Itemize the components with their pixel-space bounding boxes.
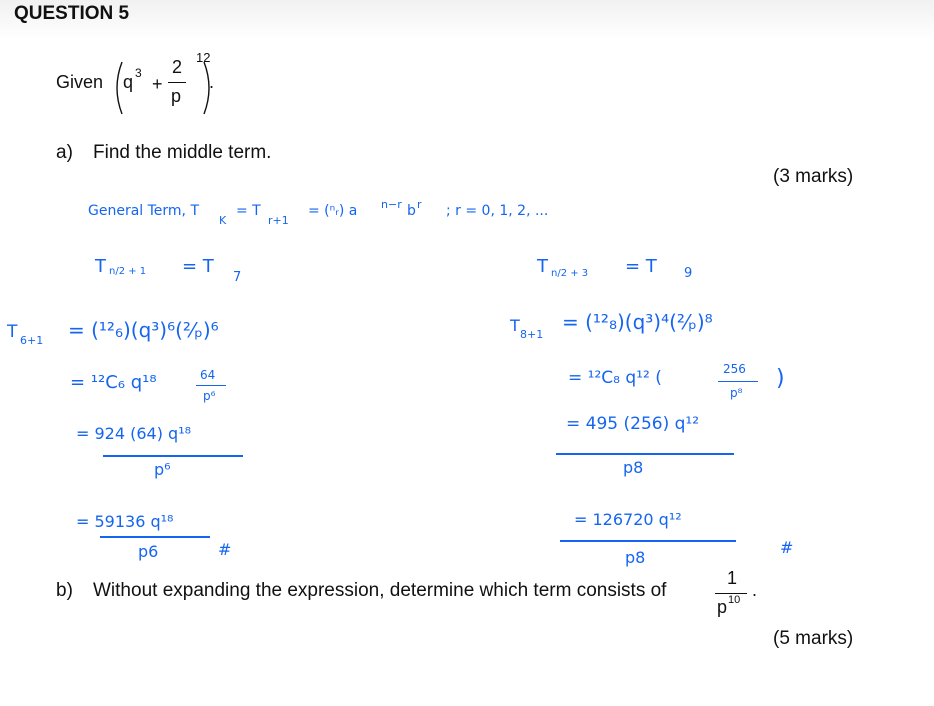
left-t-eq: = T [182,256,214,277]
right-line-1: = (¹²₈)(q³)⁴(²⁄ₚ)⁸ [562,310,713,334]
part-a-label: a) [56,142,73,163]
left-line-2-num: 64 [200,368,216,382]
expr-end: . [209,72,215,92]
left-line-3-bar [103,455,243,457]
right-hash: # [780,538,794,557]
part-b-frac-exp: 10 [728,594,741,606]
right-line-4-den: p8 [625,548,646,567]
general-term-eq: = T [236,203,261,219]
expr-den: p [171,86,182,106]
left-t-res: 7 [233,270,242,285]
left-t-sub: n/2 + 1 [109,266,147,277]
part-b-frac-den: p [717,597,728,617]
right-line-4-bar [560,540,736,542]
left-l1-T: T [7,322,18,342]
header-bar [0,0,934,40]
right-t-head: T [537,256,548,277]
question-title: QUESTION 5 [14,3,130,24]
expr-base-exp: 3 [135,66,142,80]
left-line-3-den: p⁶ [154,460,171,479]
left-t-head: T [95,256,106,277]
right-line-3-bar [556,453,734,455]
right-line-2-num: 256 [723,362,746,376]
left-hash: # [218,540,232,559]
part-b-marks: (5 marks) [773,628,854,649]
right-line-2-close: ) [776,366,785,391]
right-line-2: = ¹²C₈ q¹² ( [568,368,662,388]
part-b-label: b) [56,580,73,601]
general-term-bexp: r [417,198,422,211]
part-b-text: Without expanding the expression, determine which term consists of [93,580,667,601]
right-r1-T: T [510,316,520,335]
right-line-3-den: p8 [623,458,644,477]
left-paren [117,62,122,114]
part-b-end: . [752,580,758,600]
part-a-marks: (3 marks) [773,166,854,187]
general-term-binom: = (ⁿᵣ) a [308,203,358,219]
right-t-res: 9 [684,266,693,281]
right-line-2-den: p⁸ [730,386,743,400]
part-a-text: Find the middle term. [93,142,272,163]
left-l1-sub: 6+1 [20,334,44,347]
right-line-2-bar [718,381,758,382]
left-line-4-bar [100,536,210,538]
general-term-k: K [219,214,227,227]
left-line-4-den: p6 [138,542,159,561]
general-term-b: b [407,203,416,219]
general-term-exp: n−r [381,198,402,211]
expr-plus: + [152,74,163,94]
right-t-eq: = T [625,256,657,277]
left-line-2-den: p⁶ [203,389,216,403]
right-t-sub: n/2 + 3 [551,268,589,279]
part-b-frac-num: 1 [727,568,738,588]
left-line-2: = ¹²C₆ q¹⁸ [70,372,157,393]
right-line-4-num: = 126720 q¹² [574,510,682,529]
left-line-2-bar [196,385,226,386]
given-label: Given [56,72,104,92]
general-term-r1: r+1 [268,214,289,227]
right-r1-sub: 8+1 [520,328,544,341]
expr-fraction-bar [168,82,186,83]
general-term-label: General Term, T [88,203,200,219]
left-line-3-num: = 924 (64) q¹⁸ [76,424,192,443]
left-line-4-num: = 59136 q¹⁸ [76,512,174,531]
general-term-range: ; r = 0, 1, 2, ... [446,203,549,219]
right-line-3-num: = 495 (256) q¹² [566,414,700,434]
expr-num: 2 [172,57,183,77]
left-line-1: = (¹²₆)(q³)⁶(²⁄ₚ)⁶ [68,318,219,342]
expr-base: q [123,72,134,92]
expr-outer-exp: 12 [196,50,211,65]
